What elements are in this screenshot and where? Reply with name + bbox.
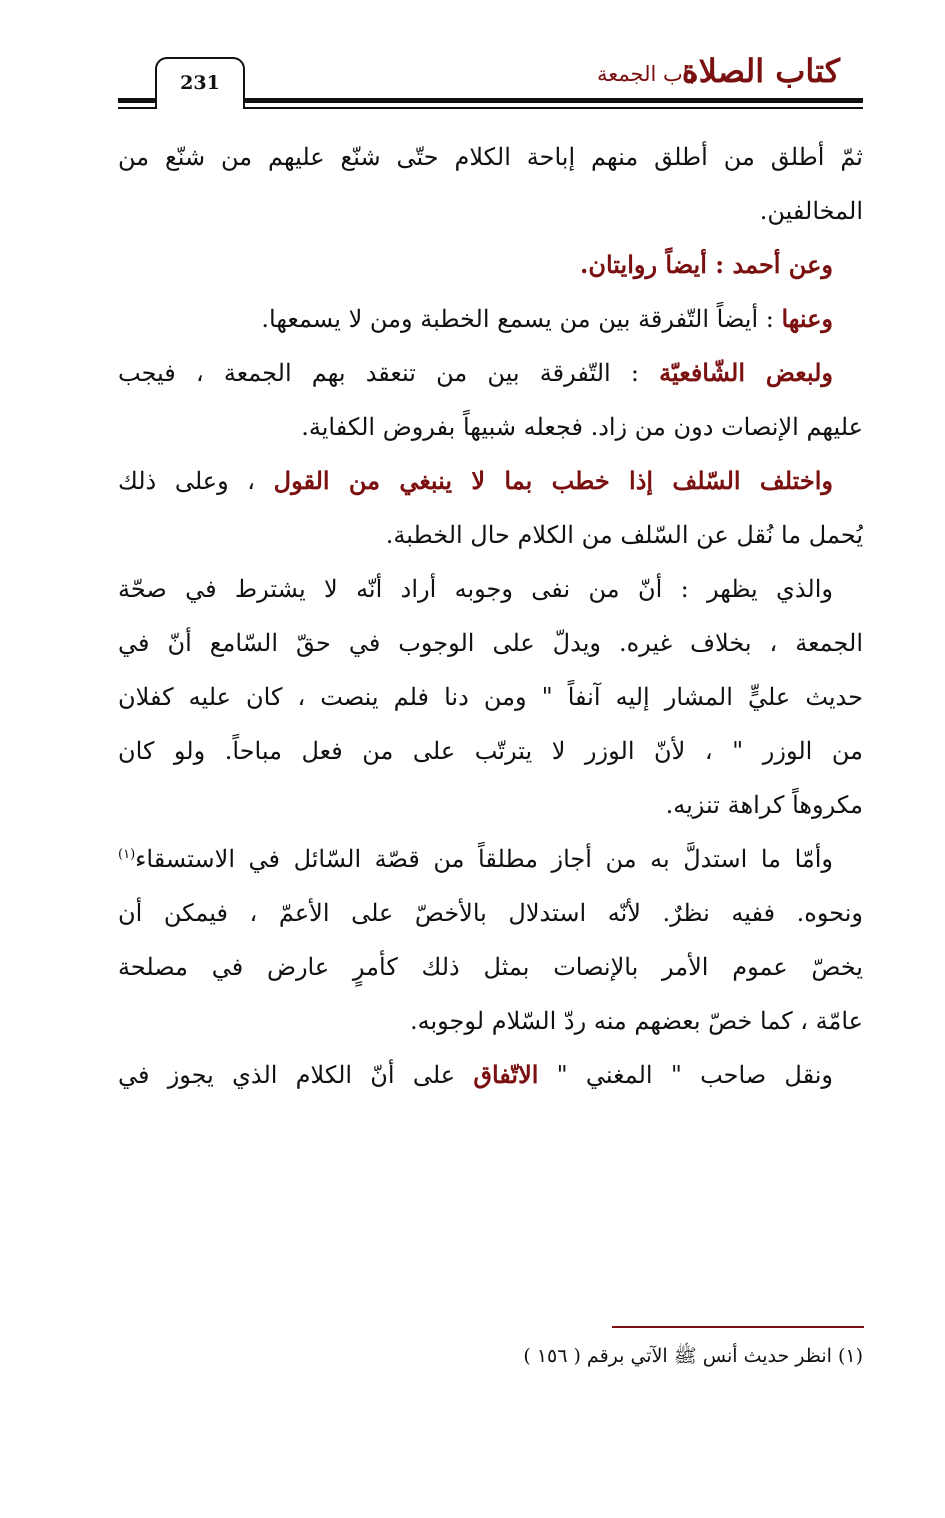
text-line: ثمّ أطلق من أطلق منهم إباحة الكلام حتّى شنّع عليهم من شنّع من (118, 143, 863, 171)
footnote-rule (612, 1326, 864, 1328)
text-line: يخصّ عموم الأمر بالإنصات بمثل ذلك كأمرٍ عارض في مصلحة (118, 953, 863, 981)
text-line: المخالفين. (759, 197, 863, 225)
text-line: عامّة ، كما خصّ بعضهم منه ردّ السّلام لوجوبه. (409, 1007, 863, 1035)
text-line: ونحوه. ففيه نظرٌ. لأنّه استدلال بالأخصّ على الأعمّ ، فيمكن أن (118, 899, 863, 927)
highlight-phrase: واختلف السّلف إذا خطب بما لا ينبغي من القول (273, 466, 833, 495)
text-line (118, 1048, 863, 1102)
text-line (118, 238, 863, 292)
text-line: حديث عليٍّ المشار إليه آنفاً " ومن دنا فلم ينصت ، كان عليه كفلان (118, 683, 863, 711)
text-run: ، وعلى ذلك (118, 467, 274, 495)
text-line: يُحمل ما نُقل عن السّلف من الكلام حال الخطبة. (385, 521, 863, 549)
highlight-phrase: وعنها (781, 304, 833, 333)
text-line (118, 292, 863, 346)
highlight-phrase: الاتّفاق (473, 1060, 539, 1089)
text-run: : أيضاً التّفرقة بين من يسمع الخطبة ومن لا يسمعها. (261, 305, 782, 333)
book-title: كتاب الصلاة (681, 52, 840, 90)
text-run: على أنّ الكلام الذي يجوز في (118, 1061, 474, 1089)
highlight-phrase: وعن أحمد : أيضاً روايتان. (580, 250, 833, 279)
text-run: ونقل صاحب " المغني " (538, 1061, 833, 1089)
text-line: والذي يظهر : أنّ من نفى وجوبه أراد أنّه لا يشترط في صحّة (118, 575, 833, 603)
text-line (118, 832, 863, 886)
highlight-phrase: ولبعض الشّافعيّة (659, 358, 834, 387)
page-number-tab (155, 57, 245, 109)
page-number: 231 (180, 72, 220, 94)
page-body (118, 130, 863, 1102)
text-line: مكروهاً كراهة تنزيه. (665, 791, 863, 819)
footnote: (١) انظر حديث أنس ﷺ الآتي برقم ( ١٥٦ ) (523, 1345, 863, 1367)
text-line (118, 454, 863, 508)
chapter-title: باب الجمعة (596, 62, 695, 86)
text-run: وأمّا ما استدلَّ به من أجاز مطلقاً من قصّة السّائل في الاستسقاء (135, 845, 833, 873)
text-line: الجمعة ، بخلاف غيره. ويدلّ على الوجوب في حقّ السّامع أنّ في (118, 629, 863, 657)
footnote-ref: (١) (118, 847, 136, 862)
text-line (118, 346, 863, 400)
text-line: عليهم الإنصات دون من زاد. فجعله شبيهاً بفروض الكفاية. (301, 413, 863, 441)
text-line: من الوزر " ، لأنّ الوزر لا يترتّب على من فعل مباحاً. ولو كان (118, 737, 863, 765)
page-header (0, 0, 945, 120)
text-run: : التّفرقة بين من تنعقد بهم الجمعة ، فيجب (118, 359, 660, 387)
